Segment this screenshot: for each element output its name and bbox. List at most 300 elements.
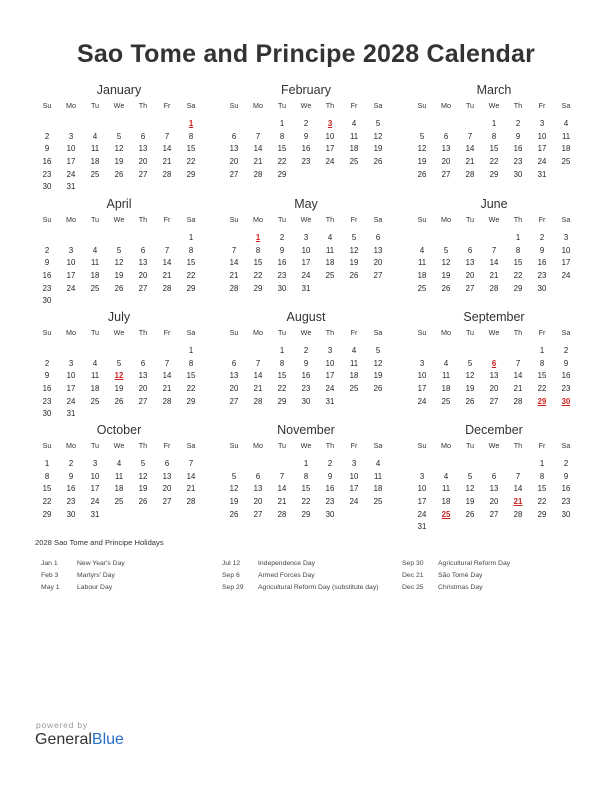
day-cell: 31	[66, 409, 76, 419]
day-cell: 19	[465, 497, 475, 507]
day-cell: 14	[253, 371, 263, 381]
weekday-label: We	[113, 215, 125, 224]
day-cell: 18	[325, 258, 335, 268]
empty-cell	[410, 232, 434, 245]
holiday-date: Jan 1	[41, 560, 58, 567]
day-cell: 10	[561, 245, 571, 255]
day-cell: 30	[42, 409, 52, 419]
empty-cell	[458, 345, 482, 358]
holiday-name: Christmas Day	[438, 584, 483, 591]
day-cell: 8	[303, 471, 309, 481]
day-cell: 31	[66, 182, 76, 192]
day-cell: 17	[537, 144, 547, 154]
holiday-date: Sep 29	[222, 584, 244, 591]
weekday-label: Sa	[561, 215, 571, 224]
weekday-label: Fr	[163, 101, 171, 110]
weekday-label: Th	[325, 328, 335, 337]
day-cell: 6	[164, 459, 170, 468]
day-cell: 10	[325, 358, 335, 368]
day-cell: 28	[162, 169, 172, 179]
month-october	[35, 422, 203, 521]
empty-cell	[59, 345, 83, 358]
weekday-label: Sa	[561, 441, 571, 450]
day-cell: 16	[513, 144, 523, 154]
weekday-label: We	[300, 215, 312, 224]
day-cell: 13	[489, 371, 499, 381]
day-cell: 14	[229, 258, 239, 268]
day-cell: 10	[66, 144, 76, 154]
day-cell: 24	[325, 157, 335, 167]
day-cell: 31	[417, 522, 427, 532]
empty-cell	[59, 118, 83, 131]
weekday-label: Fr	[350, 215, 358, 224]
day-cell: 9	[44, 144, 50, 154]
holiday-column-3	[402, 558, 572, 594]
day-cell: 9	[279, 245, 285, 255]
month-june	[410, 196, 578, 295]
day-cell: 2	[563, 346, 569, 355]
day-cell: 11	[349, 358, 359, 368]
day-cell: 26	[349, 271, 359, 281]
holiday-day-cell: 6	[491, 358, 497, 368]
month-march	[410, 82, 578, 181]
day-cell: 30	[42, 182, 52, 192]
day-cell: 1	[539, 346, 545, 355]
day-cell: 29	[301, 509, 311, 519]
day-cell: 6	[140, 131, 146, 141]
day-cell: 24	[537, 157, 547, 167]
day-cell: 2	[539, 233, 545, 242]
day-cell: 24	[325, 384, 335, 394]
empty-cell	[222, 118, 246, 131]
day-cell: 28	[465, 169, 475, 179]
day-cell: 1	[279, 346, 285, 355]
empty-cell	[458, 458, 482, 471]
holiday-name: Martyrs' Day	[77, 572, 115, 579]
day-cell: 1	[188, 346, 194, 355]
day-cell: 3	[303, 233, 309, 242]
weekday-label: Sa	[561, 101, 571, 110]
day-cell: 8	[255, 245, 261, 255]
day-cell: 19	[114, 157, 124, 167]
day-cell: 8	[188, 245, 194, 255]
empty-cell	[222, 458, 246, 471]
day-cell: 16	[561, 484, 571, 494]
weekday-label: Tu	[90, 101, 100, 110]
day-cell: 26	[138, 497, 148, 507]
holiday-entry	[222, 582, 387, 594]
day-cell: 1	[515, 233, 521, 242]
day-cell: 28	[253, 169, 263, 179]
day-cell: 7	[515, 358, 521, 368]
day-cell: 25	[561, 157, 571, 167]
weekday-label: Mo	[441, 215, 451, 224]
day-cell: 20	[489, 497, 499, 507]
day-cell: 2	[303, 119, 309, 128]
day-cell: 30	[66, 509, 76, 519]
month-days-grid	[410, 100, 578, 181]
day-cell: 26	[465, 396, 475, 406]
day-cell: 11	[441, 484, 451, 494]
weekday-label: Su	[417, 215, 427, 224]
day-cell: 17	[325, 371, 335, 381]
day-cell: 23	[537, 271, 547, 281]
month-days-grid	[35, 327, 203, 421]
day-cell: 2	[563, 459, 569, 468]
holiday-date: Dec 21	[402, 572, 424, 579]
day-cell: 9	[539, 245, 545, 255]
day-cell: 12	[373, 131, 383, 141]
day-cell: 28	[489, 283, 499, 293]
day-cell: 8	[539, 358, 545, 368]
day-cell: 6	[231, 358, 237, 368]
empty-cell	[410, 345, 434, 358]
weekday-label: We	[488, 101, 500, 110]
empty-cell	[83, 345, 107, 358]
weekday-label: Mo	[253, 215, 263, 224]
month-january	[35, 82, 203, 194]
day-cell: 18	[441, 384, 451, 394]
day-cell: 17	[66, 384, 76, 394]
day-cell: 14	[277, 484, 287, 494]
weekday-label: Su	[229, 328, 239, 337]
day-cell: 12	[465, 371, 475, 381]
day-cell: 5	[231, 471, 237, 481]
day-cell: 5	[116, 358, 122, 368]
empty-cell	[155, 345, 179, 358]
month-name: October	[96, 423, 142, 437]
holiday-name: Armed Forces Day	[258, 572, 315, 579]
day-cell: 28	[513, 396, 523, 406]
day-cell: 16	[561, 371, 571, 381]
empty-cell	[131, 118, 155, 131]
weekday-label: Th	[513, 215, 523, 224]
empty-cell	[434, 345, 458, 358]
weekday-label: Sa	[373, 215, 383, 224]
weekday-label: We	[113, 328, 125, 337]
weekday-label: Su	[229, 441, 239, 450]
empty-cell	[35, 232, 59, 245]
day-cell: 12	[465, 484, 475, 494]
day-cell: 15	[537, 484, 547, 494]
empty-cell	[434, 118, 458, 131]
day-cell: 1	[188, 233, 194, 242]
day-cell: 13	[253, 484, 263, 494]
month-august	[222, 309, 390, 408]
day-cell: 14	[513, 484, 523, 494]
weekday-label: We	[488, 328, 500, 337]
day-cell: 16	[301, 144, 311, 154]
day-cell: 7	[467, 131, 473, 141]
day-cell: 16	[42, 157, 52, 167]
weekday-label: Tu	[465, 101, 475, 110]
day-cell: 5	[116, 131, 122, 141]
month-july	[35, 309, 203, 421]
day-cell: 12	[114, 258, 124, 268]
day-cell: 3	[351, 459, 357, 468]
generalblue-logo[interactable]	[35, 731, 124, 749]
weekday-label: Sa	[186, 441, 196, 450]
empty-cell	[434, 232, 458, 245]
day-cell: 6	[491, 471, 497, 481]
day-cell: 29	[277, 169, 287, 179]
day-cell: 1	[491, 119, 497, 128]
day-cell: 30	[301, 396, 311, 406]
day-cell: 23	[301, 157, 311, 167]
day-cell: 2	[279, 233, 285, 242]
month-days-grid	[35, 214, 203, 308]
day-cell: 22	[301, 497, 311, 507]
weekday-label: We	[113, 441, 125, 450]
day-cell: 27	[489, 396, 499, 406]
holiday-day-cell: 12	[114, 371, 124, 381]
day-cell: 25	[349, 157, 359, 167]
day-cell: 5	[419, 131, 425, 141]
weekday-label: Tu	[465, 328, 475, 337]
day-cell: 7	[164, 131, 170, 141]
day-cell: 14	[489, 258, 499, 268]
holiday-name: New Year's Day	[77, 560, 125, 567]
day-cell: 16	[537, 258, 547, 268]
weekday-label: Tu	[277, 215, 287, 224]
day-cell: 5	[467, 358, 473, 368]
day-cell: 5	[375, 119, 381, 128]
month-days-grid	[35, 100, 203, 194]
day-cell: 31	[325, 396, 335, 406]
holiday-name: São Tomé Day	[438, 572, 483, 579]
weekday-label: Th	[513, 328, 523, 337]
day-cell: 9	[68, 471, 74, 481]
day-cell: 13	[138, 144, 148, 154]
day-cell: 15	[513, 258, 523, 268]
day-cell: 23	[42, 283, 52, 293]
month-april	[35, 196, 203, 308]
weekday-label: Su	[417, 441, 427, 450]
holiday-date: Feb 3	[41, 572, 59, 579]
holidays-heading: 2028 Sao Tome and Principe Holidays	[35, 538, 164, 547]
day-cell: 20	[373, 258, 383, 268]
day-cell: 16	[66, 484, 76, 494]
day-cell: 20	[489, 384, 499, 394]
day-cell: 13	[373, 245, 383, 255]
day-cell: 22	[513, 271, 523, 281]
month-name: April	[106, 197, 132, 211]
empty-cell	[458, 118, 482, 131]
day-cell: 26	[465, 509, 475, 519]
weekday-label: Tu	[277, 328, 287, 337]
weekday-label: Su	[42, 441, 52, 450]
day-cell: 21	[229, 271, 239, 281]
day-cell: 18	[90, 384, 100, 394]
holiday-date: May 1	[41, 584, 60, 591]
day-cell: 24	[66, 283, 76, 293]
day-cell: 15	[42, 484, 52, 494]
month-name: December	[465, 423, 523, 437]
day-cell: 16	[301, 371, 311, 381]
day-cell: 11	[114, 471, 124, 481]
day-cell: 15	[537, 371, 547, 381]
day-cell: 29	[186, 169, 196, 179]
day-cell: 3	[563, 233, 569, 242]
month-days-grid	[410, 214, 578, 295]
day-cell: 9	[563, 358, 569, 368]
month-september	[410, 309, 578, 408]
day-cell: 5	[375, 346, 381, 355]
day-cell: 6	[140, 245, 146, 255]
day-cell: 27	[373, 271, 383, 281]
day-cell: 12	[349, 245, 359, 255]
day-cell: 4	[92, 245, 98, 255]
day-cell: 22	[42, 497, 52, 507]
empty-cell	[131, 232, 155, 245]
weekday-label: Su	[42, 101, 52, 110]
day-cell: 11	[417, 258, 427, 268]
holiday-name: Agricultural Reform Day (substitute day)	[258, 584, 379, 591]
day-cell: 22	[489, 157, 499, 167]
day-cell: 30	[561, 509, 571, 519]
day-cell: 3	[419, 471, 425, 481]
day-cell: 27	[489, 509, 499, 519]
day-cell: 11	[325, 245, 335, 255]
day-cell: 19	[138, 484, 148, 494]
day-cell: 20	[229, 157, 239, 167]
day-cell: 15	[186, 258, 196, 268]
holiday-entry	[41, 558, 211, 570]
logo-general: General	[35, 731, 92, 748]
day-cell: 23	[513, 157, 523, 167]
day-cell: 2	[44, 245, 50, 255]
day-cell: 25	[349, 384, 359, 394]
empty-cell	[222, 345, 246, 358]
day-cell: 9	[327, 471, 333, 481]
weekday-label: Fr	[350, 328, 358, 337]
day-cell: 23	[42, 396, 52, 406]
day-cell: 4	[116, 459, 122, 468]
day-cell: 2	[44, 131, 50, 141]
day-cell: 31	[90, 509, 100, 519]
day-cell: 11	[441, 371, 451, 381]
day-cell: 18	[373, 484, 383, 494]
day-cell: 13	[229, 371, 239, 381]
month-may	[222, 196, 390, 295]
day-cell: 15	[277, 144, 287, 154]
weekday-label: Fr	[163, 215, 171, 224]
day-cell: 2	[327, 459, 333, 468]
weekday-label: Su	[42, 328, 52, 337]
empty-cell	[482, 458, 506, 471]
day-cell: 28	[253, 396, 263, 406]
day-cell: 8	[188, 131, 194, 141]
weekday-label: Mo	[441, 441, 451, 450]
weekday-label: Sa	[186, 215, 196, 224]
day-cell: 15	[301, 484, 311, 494]
month-days-grid	[35, 440, 203, 521]
day-cell: 4	[92, 358, 98, 368]
day-cell: 9	[303, 131, 309, 141]
day-cell: 28	[513, 509, 523, 519]
holiday-column-1	[41, 558, 211, 594]
day-cell: 16	[42, 384, 52, 394]
day-cell: 4	[563, 119, 569, 128]
day-cell: 24	[66, 169, 76, 179]
day-cell: 7	[279, 471, 285, 481]
empty-cell	[107, 345, 131, 358]
day-cell: 25	[417, 283, 427, 293]
day-cell: 6	[375, 233, 381, 242]
day-cell: 6	[231, 131, 237, 141]
day-cell: 19	[417, 157, 427, 167]
day-cell: 18	[90, 271, 100, 281]
weekday-label: Sa	[373, 328, 383, 337]
day-cell: 19	[229, 497, 239, 507]
day-cell: 3	[419, 358, 425, 368]
day-cell: 19	[114, 271, 124, 281]
weekday-label: Sa	[373, 441, 383, 450]
day-cell: 1	[44, 459, 50, 468]
day-cell: 10	[537, 131, 547, 141]
day-cell: 13	[162, 471, 172, 481]
day-cell: 18	[114, 484, 124, 494]
day-cell: 18	[441, 497, 451, 507]
day-cell: 21	[465, 157, 475, 167]
day-cell: 3	[68, 358, 74, 368]
day-cell: 15	[186, 371, 196, 381]
day-cell: 3	[539, 119, 545, 128]
day-cell: 16	[325, 484, 335, 494]
day-cell: 27	[465, 283, 475, 293]
weekday-label: Th	[325, 441, 335, 450]
empty-cell	[59, 232, 83, 245]
empty-cell	[506, 345, 530, 358]
weekday-label: Fr	[350, 101, 358, 110]
day-cell: 26	[114, 396, 124, 406]
day-cell: 24	[417, 396, 427, 406]
holiday-entry	[41, 582, 211, 594]
month-december	[410, 422, 578, 534]
day-cell: 23	[561, 384, 571, 394]
day-cell: 24	[90, 497, 100, 507]
weekday-label: Fr	[538, 441, 546, 450]
weekday-label: Su	[417, 328, 427, 337]
weekday-label: Th	[513, 441, 523, 450]
day-cell: 7	[515, 471, 521, 481]
day-cell: 23	[42, 169, 52, 179]
empty-cell	[107, 118, 131, 131]
day-cell: 14	[253, 144, 263, 154]
day-cell: 14	[186, 471, 196, 481]
day-cell: 22	[277, 157, 287, 167]
day-cell: 30	[537, 283, 547, 293]
weekday-label: Su	[229, 215, 239, 224]
day-cell: 12	[229, 484, 239, 494]
day-cell: 25	[114, 497, 124, 507]
day-cell: 22	[186, 384, 196, 394]
day-cell: 21	[186, 484, 196, 494]
holiday-entry	[402, 558, 572, 570]
holiday-date: Sep 6	[222, 572, 240, 579]
day-cell: 4	[419, 245, 425, 255]
day-cell: 29	[277, 396, 287, 406]
day-cell: 22	[253, 271, 263, 281]
day-cell: 9	[303, 358, 309, 368]
day-cell: 8	[279, 131, 285, 141]
day-cell: 28	[186, 497, 196, 507]
day-cell: 16	[42, 271, 52, 281]
day-cell: 5	[467, 471, 473, 481]
day-cell: 20	[253, 497, 263, 507]
day-cell: 11	[561, 131, 571, 141]
holiday-day-cell: 1	[188, 119, 194, 128]
